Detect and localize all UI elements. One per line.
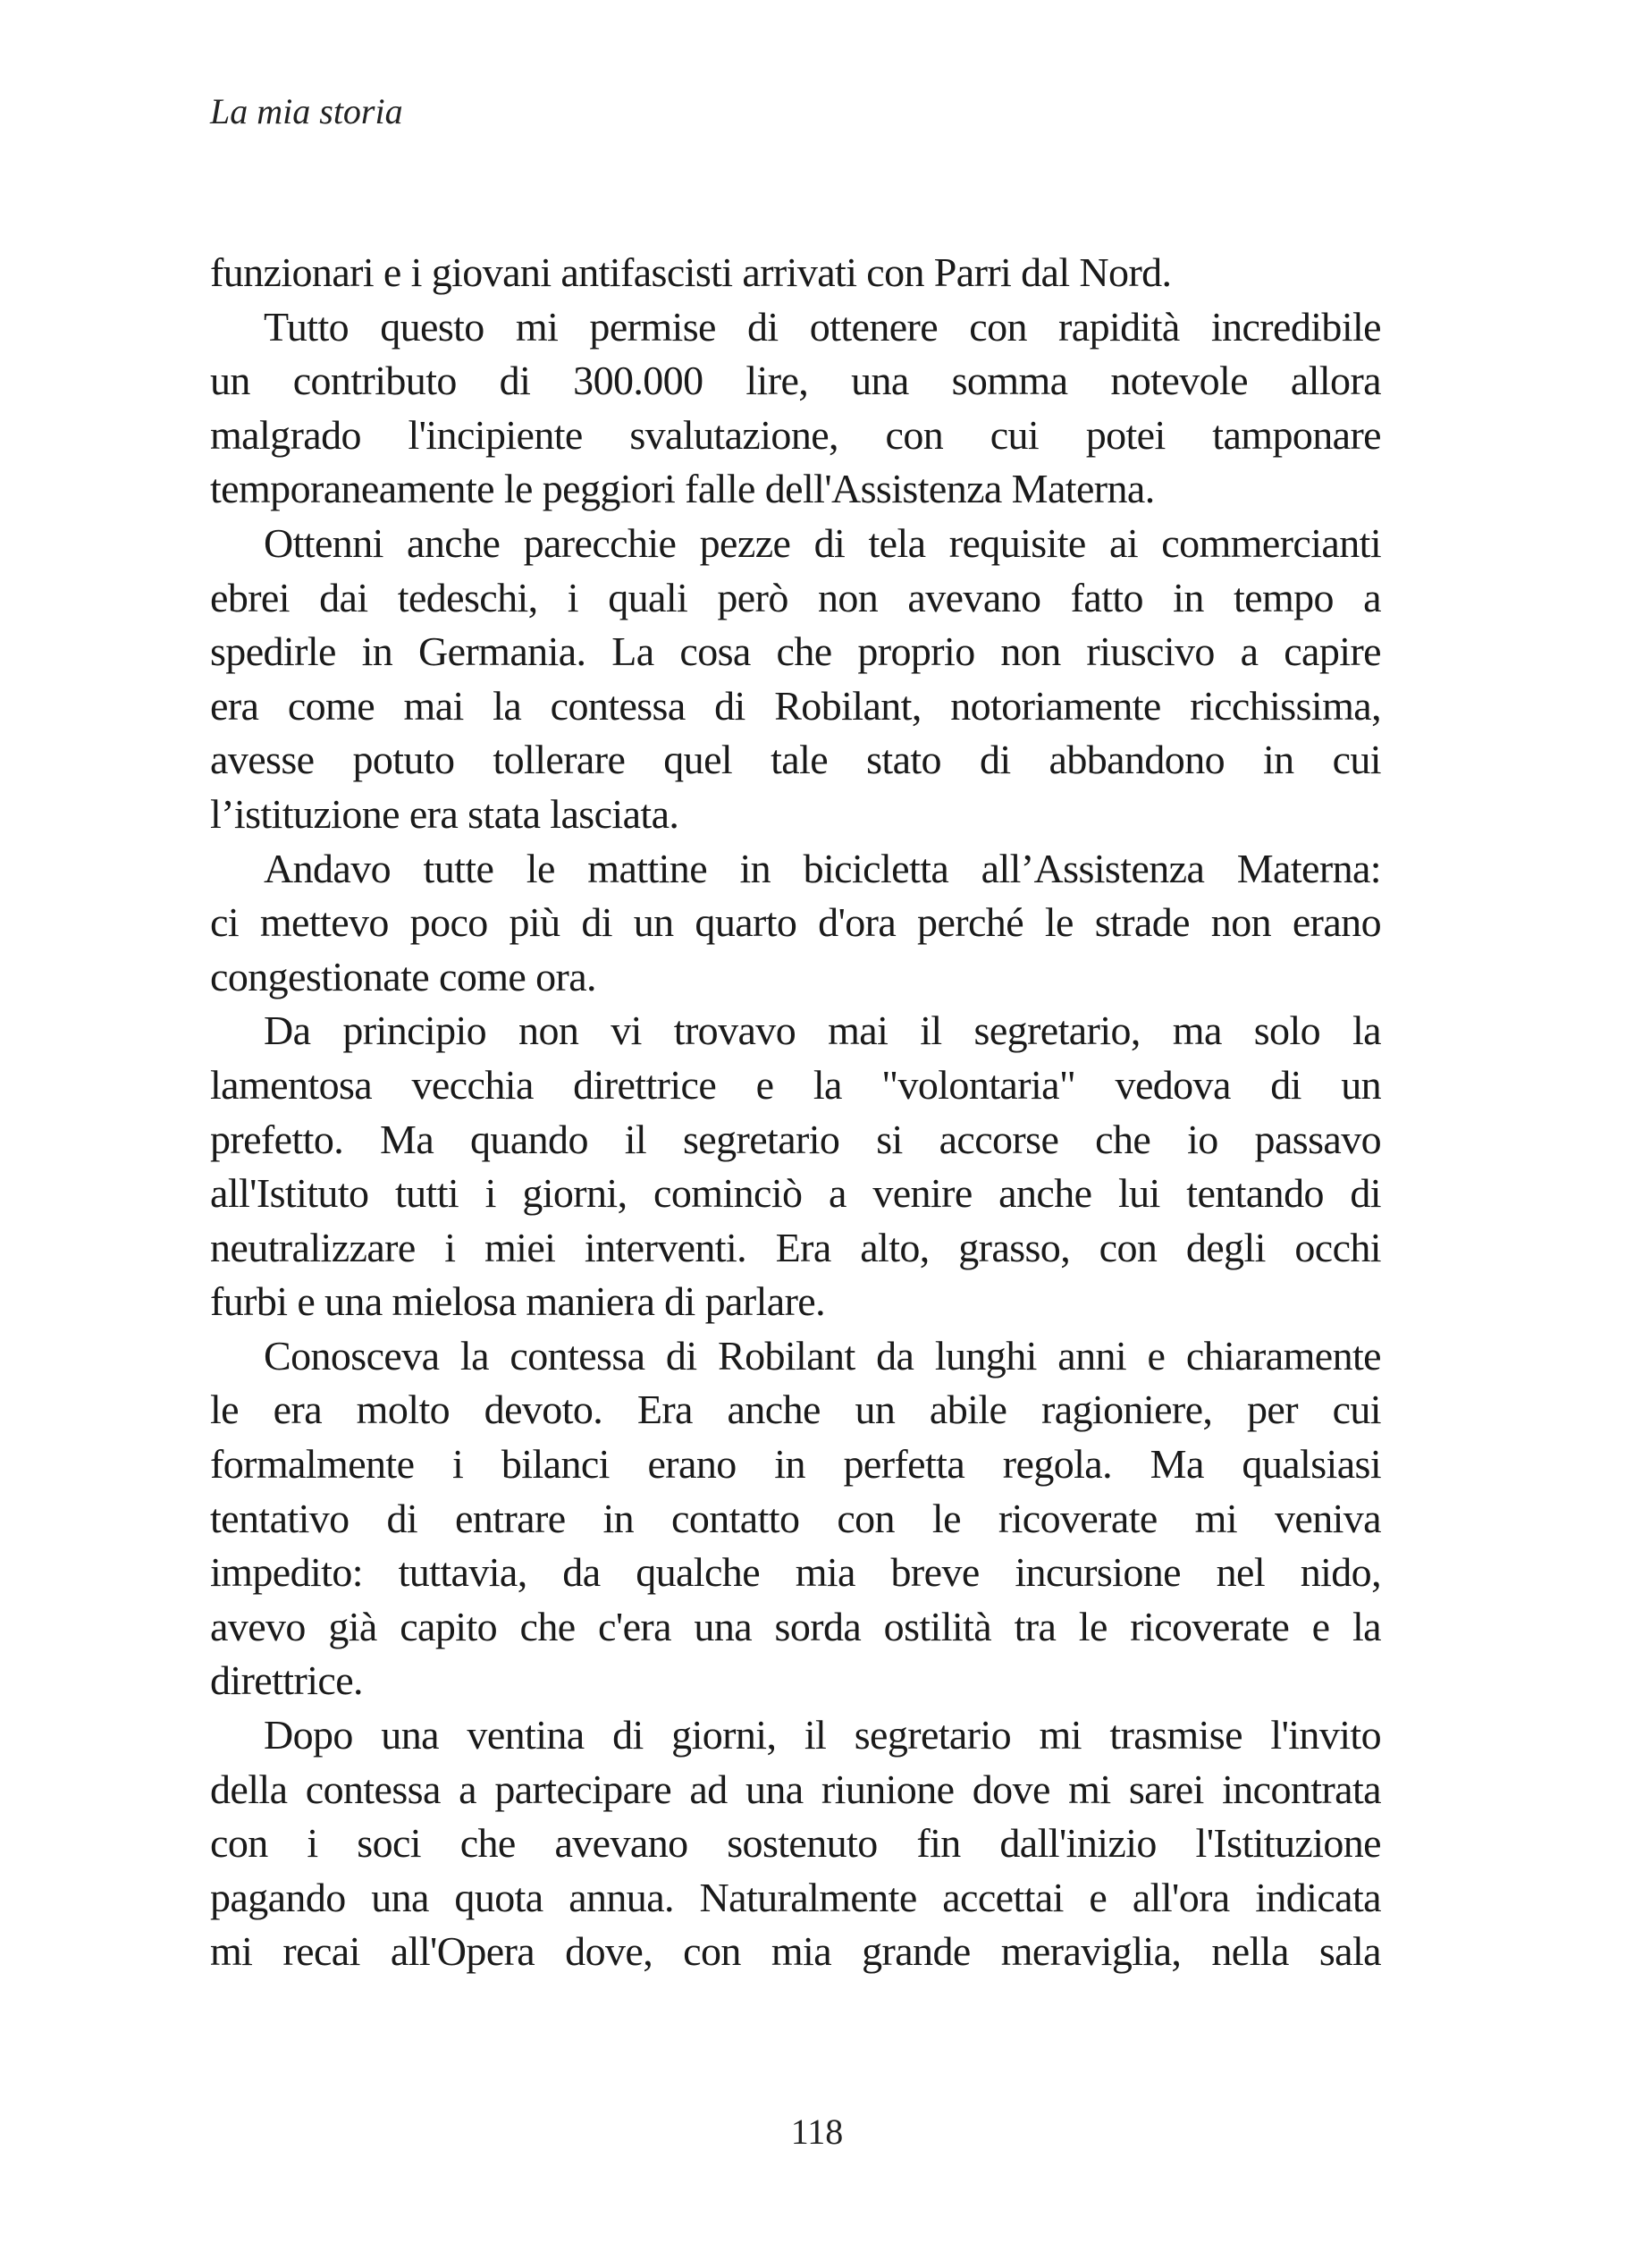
paragraph xyxy=(210,1004,1381,1329)
paragraph xyxy=(210,842,1381,1005)
paragraph xyxy=(210,300,1381,517)
text-line: Da principio non vi trovavo mai il segretario, ma solo la xyxy=(264,1008,1381,1054)
body-text xyxy=(210,246,1381,1979)
text-line: con i soci che avevano sostenuto fin dall'inizio l'Istituzione xyxy=(210,1820,1381,1867)
text-line: avesse potuto tollerare quel tale stato di abbandono in cui xyxy=(210,737,1381,783)
text-line: un contributo di 300.000 lire, una somma notevole allora xyxy=(210,358,1381,404)
text-line: Tutto questo mi permise di ottenere con rapidità incredibile xyxy=(264,303,1381,350)
page-number: 118 xyxy=(790,2112,844,2152)
text-line: tentativo di entrare in contatto con le ricoverate mi veniva xyxy=(210,1495,1381,1541)
text-line: era come mai la contessa di Robilant, notoriamente ricchissima, xyxy=(210,682,1381,729)
text-line: malgrado l'incipiente svalutazione, con cui potei tamponare xyxy=(210,411,1381,458)
text-line: spedirle in Germania. La cosa che proprio non riuscivo a capire xyxy=(210,628,1381,675)
text-line: Andavo tutte le mattine in bicicletta all’Assistenza Materna: xyxy=(264,845,1381,891)
text-line: mi recai all'Opera dove, con mia grande meraviglia, nella sala xyxy=(210,1928,1381,1975)
text-line: ebrei dai tedeschi, i quali però non avevano fatto in tempo a xyxy=(210,574,1381,620)
text-line: le era molto devoto. Era anche un abile ragioniere, per cui xyxy=(210,1387,1381,1433)
text-line: funzionari e i giovani antifascisti arrivati con Parri dal Nord. xyxy=(210,249,1172,295)
text-line: della contessa a partecipare ad una riunione dove mi sarei incontrata xyxy=(210,1766,1381,1812)
text-line: all'Istituto tutti i giorni, cominciò a venire anche lui tentando di xyxy=(210,1170,1381,1217)
paragraph xyxy=(210,1329,1381,1708)
text-line: ci mettevo poco più di un quarto d'ora perché le strade non erano xyxy=(210,899,1381,946)
text-line: l’istituzione era stata lasciata. xyxy=(210,790,679,837)
text-line: pagando una quota annua. Naturalmente accettai e all'ora indicata xyxy=(210,1874,1381,1920)
text-line: prefetto. Ma quando il segretario si accorse che io passavo xyxy=(210,1116,1381,1162)
paragraph xyxy=(210,517,1381,842)
text-line: neutralizzare i miei interventi. Era alto, grasso, con degli occhi xyxy=(210,1224,1381,1270)
text-line: lamentosa vecchia direttrice e la "volontaria" vedova di un xyxy=(210,1061,1381,1108)
paragraph xyxy=(210,1708,1381,1979)
text-line: avevo già capito che c'era una sorda ostilità tra le ricoverate e la xyxy=(210,1603,1381,1649)
paragraph xyxy=(210,246,1381,300)
text-line: direttrice. xyxy=(210,1657,363,1704)
text-line: Dopo una ventina di giorni, il segretario mi trasmise l'invito xyxy=(264,1712,1381,1758)
text-line: Conosceva la contessa di Robilant da lunghi anni e chiaramente xyxy=(264,1332,1381,1379)
text-line: Ottenni anche parecchie pezze di tela requisite ai commercianti xyxy=(264,519,1381,566)
text-line: formalmente i bilanci erano in perfetta regola. Ma qualsiasi xyxy=(210,1441,1381,1488)
text-line: furbi e una mielosa maniera di parlare. xyxy=(210,1278,826,1325)
text-line: impedito: tuttavia, da qualche mia breve incursione nel nido, xyxy=(210,1549,1381,1596)
text-line: congestionate come ora. xyxy=(210,953,596,999)
text-line: temporaneamente le peggiori falle dell'Assistenza Materna. xyxy=(210,466,1155,512)
running-header: La mia storia xyxy=(210,91,403,131)
